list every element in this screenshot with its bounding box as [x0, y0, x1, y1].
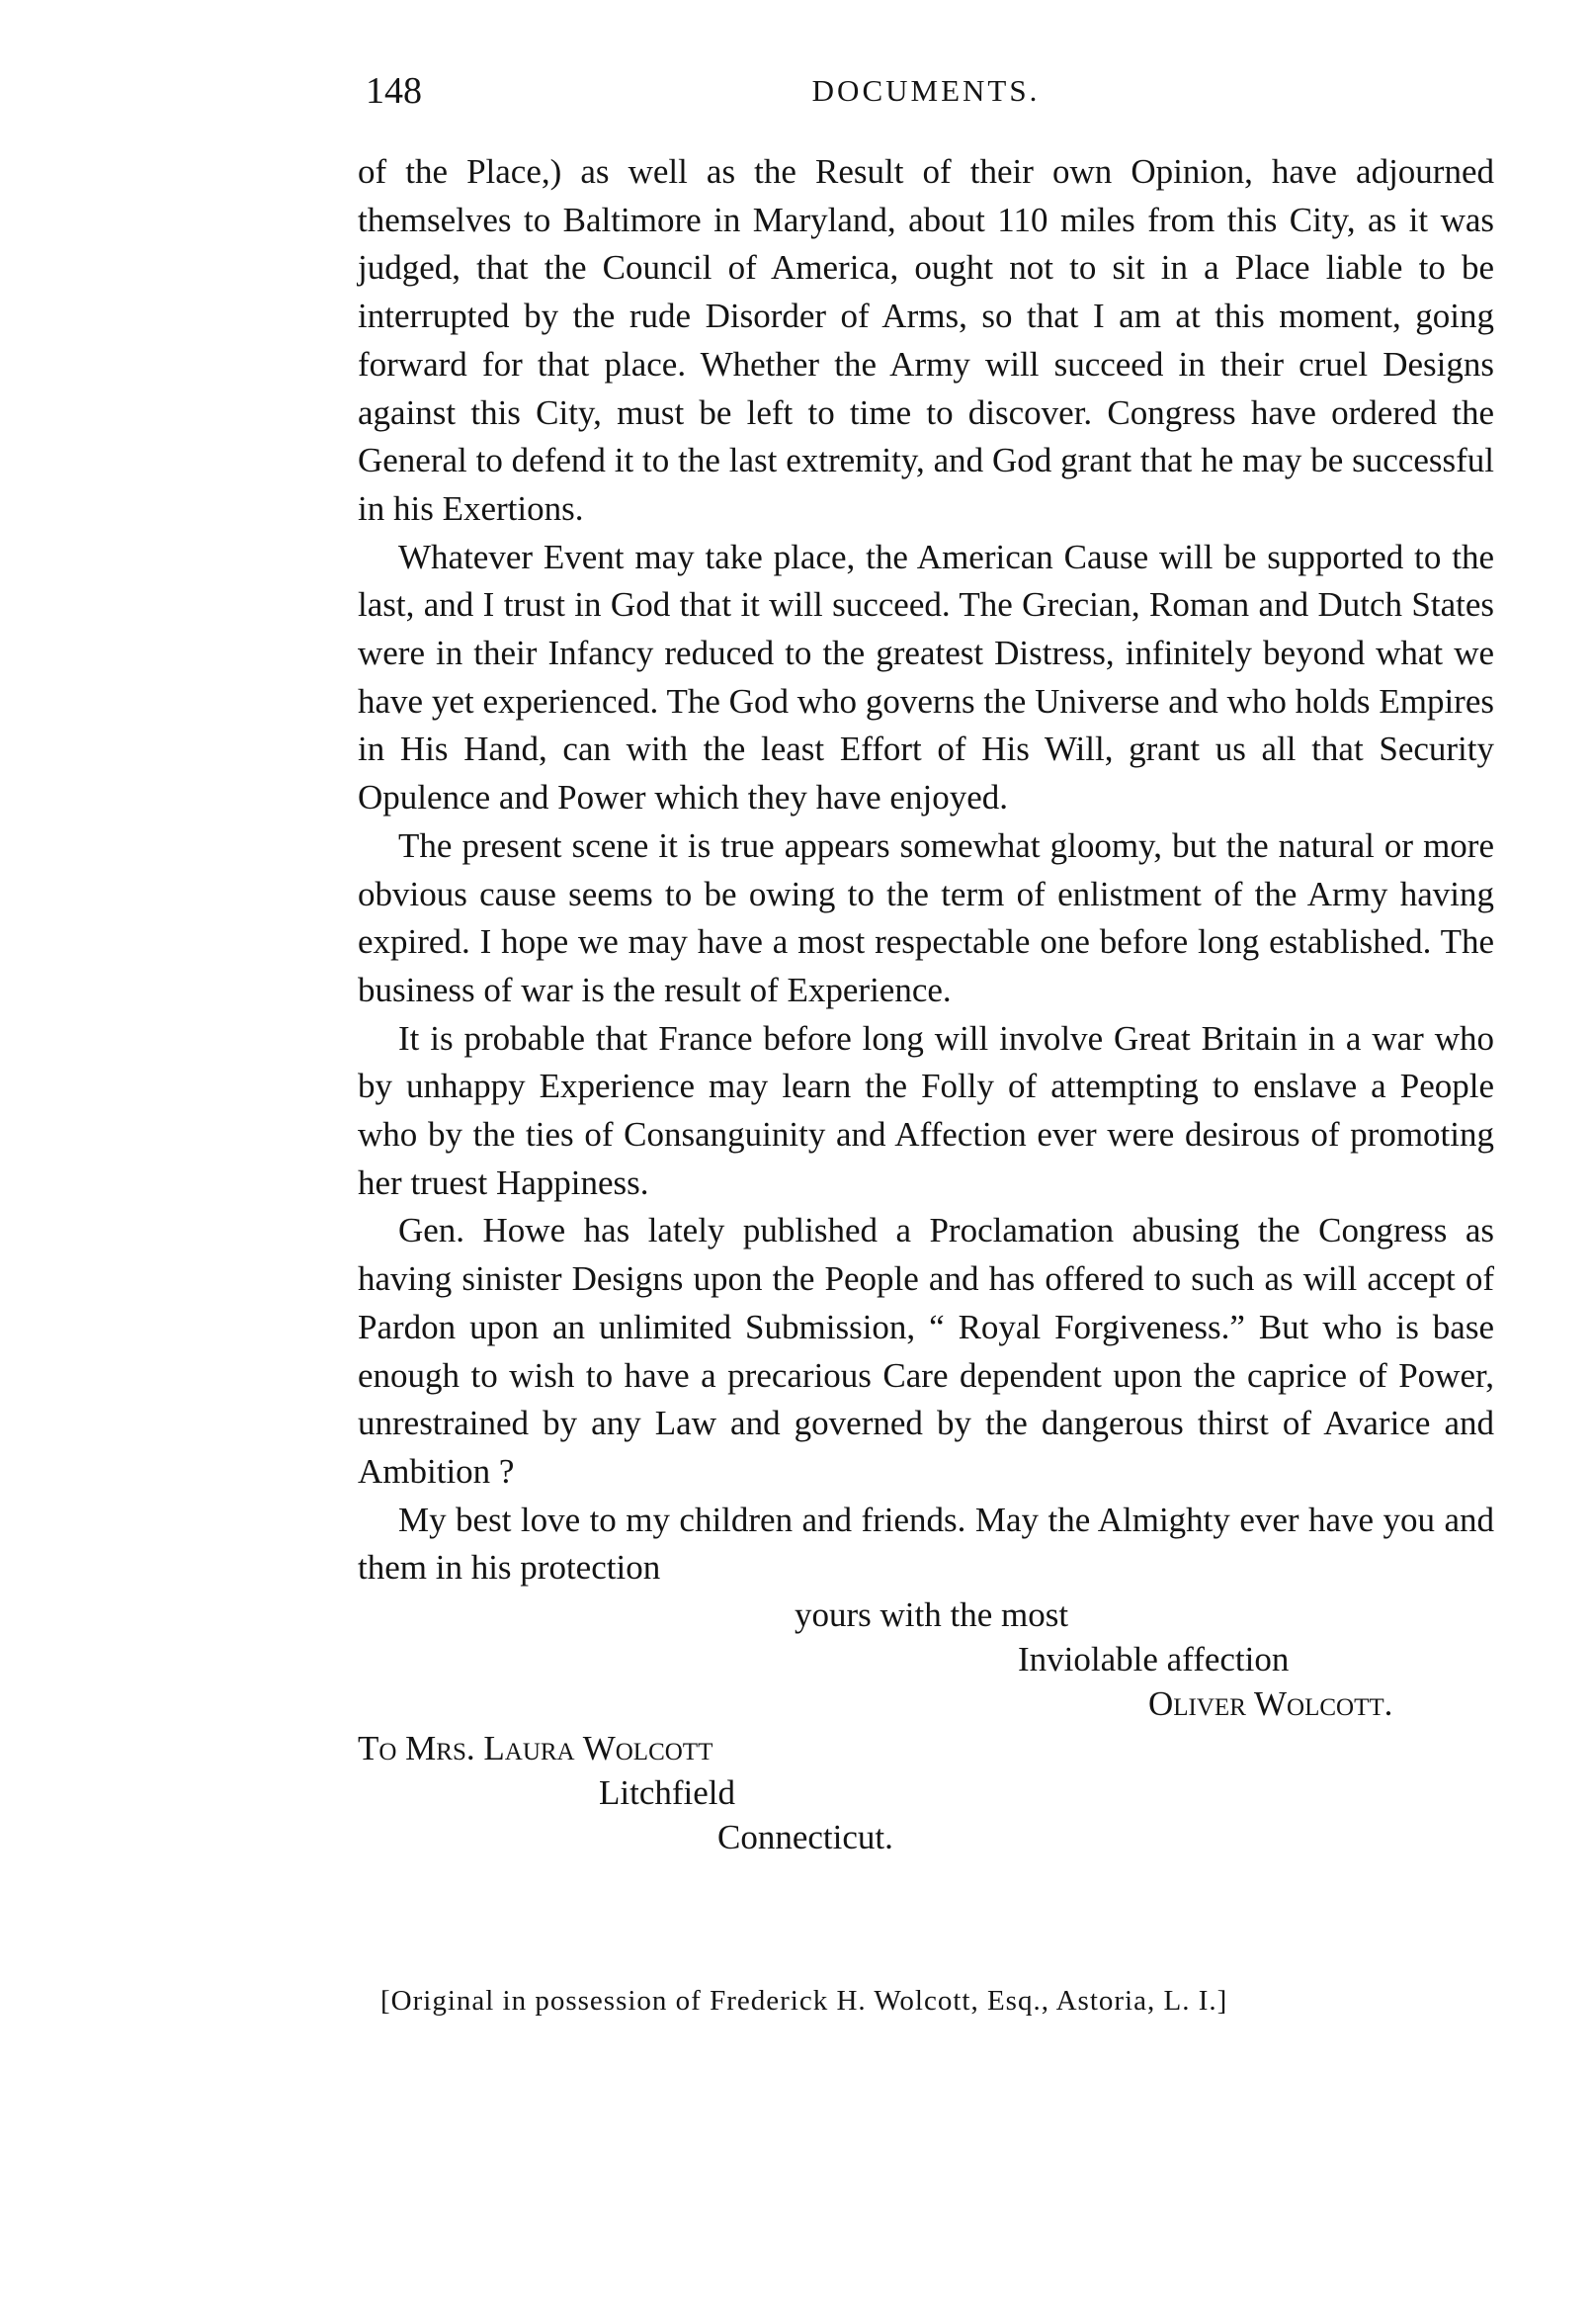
- page-header: [358, 61, 1494, 121]
- letter-closing: [358, 1592, 1494, 1726]
- body-paragraph: Whatever Event may take place, the American Cause will be supported to the last, and I trust in God that it will succeed. The Grecian, Roman and Dutch States were in their Infancy reduced to the greatest Distress, infinitely beyond what we have yet experienced. The God who governs the Universe and who holds Empires in His Hand, can with the least Effort of His Will, grant us all that Security Opulence and Power which they have enjoyed.: [358, 537, 1494, 818]
- address-line: Connecticut.: [717, 1818, 893, 1857]
- body-paragraph: It is probable that France before long will involve Great Britain in a war who by unhappy Experience may learn the Folly of attempting to enslave a People who by the ties of Consanguinity and Affection ever were desirous of promoting her truest Happiness.: [358, 1018, 1494, 1202]
- address-line: To Mrs. Laura Wolcott: [358, 1729, 713, 1768]
- running-head: DOCUMENTS.: [811, 73, 1041, 108]
- body-paragraph: My best love to my children and friends. May the Almighty ever have you and them in his protection: [358, 1500, 1494, 1588]
- letter-address: [358, 1726, 1494, 1859]
- letter-body: [358, 148, 1494, 1859]
- body-paragraph: Gen. Howe has lately published a Proclamation abusing the Congress as having sinister Designs upon the People and has offered to such as will accept of Pardon upon an unlimited Submission, “ Royal Forgiveness.” But who is base enough to wish to have a precarious Care dependent upon the caprice of Power, unrestrained by any Law and governed by the dangerous thirst of Avarice and Ambition ?: [358, 1211, 1494, 1491]
- body-paragraph: of the Place,) as well as the Result of their own Opinion, have adjourned themselves to Baltimore in Maryland, about 110 miles from this City, as it was judged, that the Council of America, ought not to sit in a Place liable to be interrupted by the rude Disorder of Arms, so that I am at this moment, going forward for that place. Whether the Army will succeed in their cruel Designs against this City, must be left to time to discover. Congress have ordered the General to defend it to the last extremity, and God grant that he may be successful in his Exertions.: [358, 152, 1494, 528]
- address-line: Litchfield: [599, 1773, 736, 1813]
- signature: Oliver Wolcott.: [1148, 1684, 1393, 1724]
- source-note: [Original in possession of Frederick H. Wolcott, Esq., Astoria, L. I.]: [380, 1985, 1228, 2017]
- page-number: 148: [366, 70, 422, 112]
- body-paragraph: The present scene it is true appears somewhat gloomy, but the natural or more obvious cause seems to be owing to the term of enlistment of the Army having expired. I hope we may have a most respectable one before long established. The business of war is the result of Experience.: [358, 825, 1494, 1009]
- closing-line: yours with the most: [795, 1595, 1069, 1635]
- closing-line: Inviolable affection: [1018, 1640, 1290, 1679]
